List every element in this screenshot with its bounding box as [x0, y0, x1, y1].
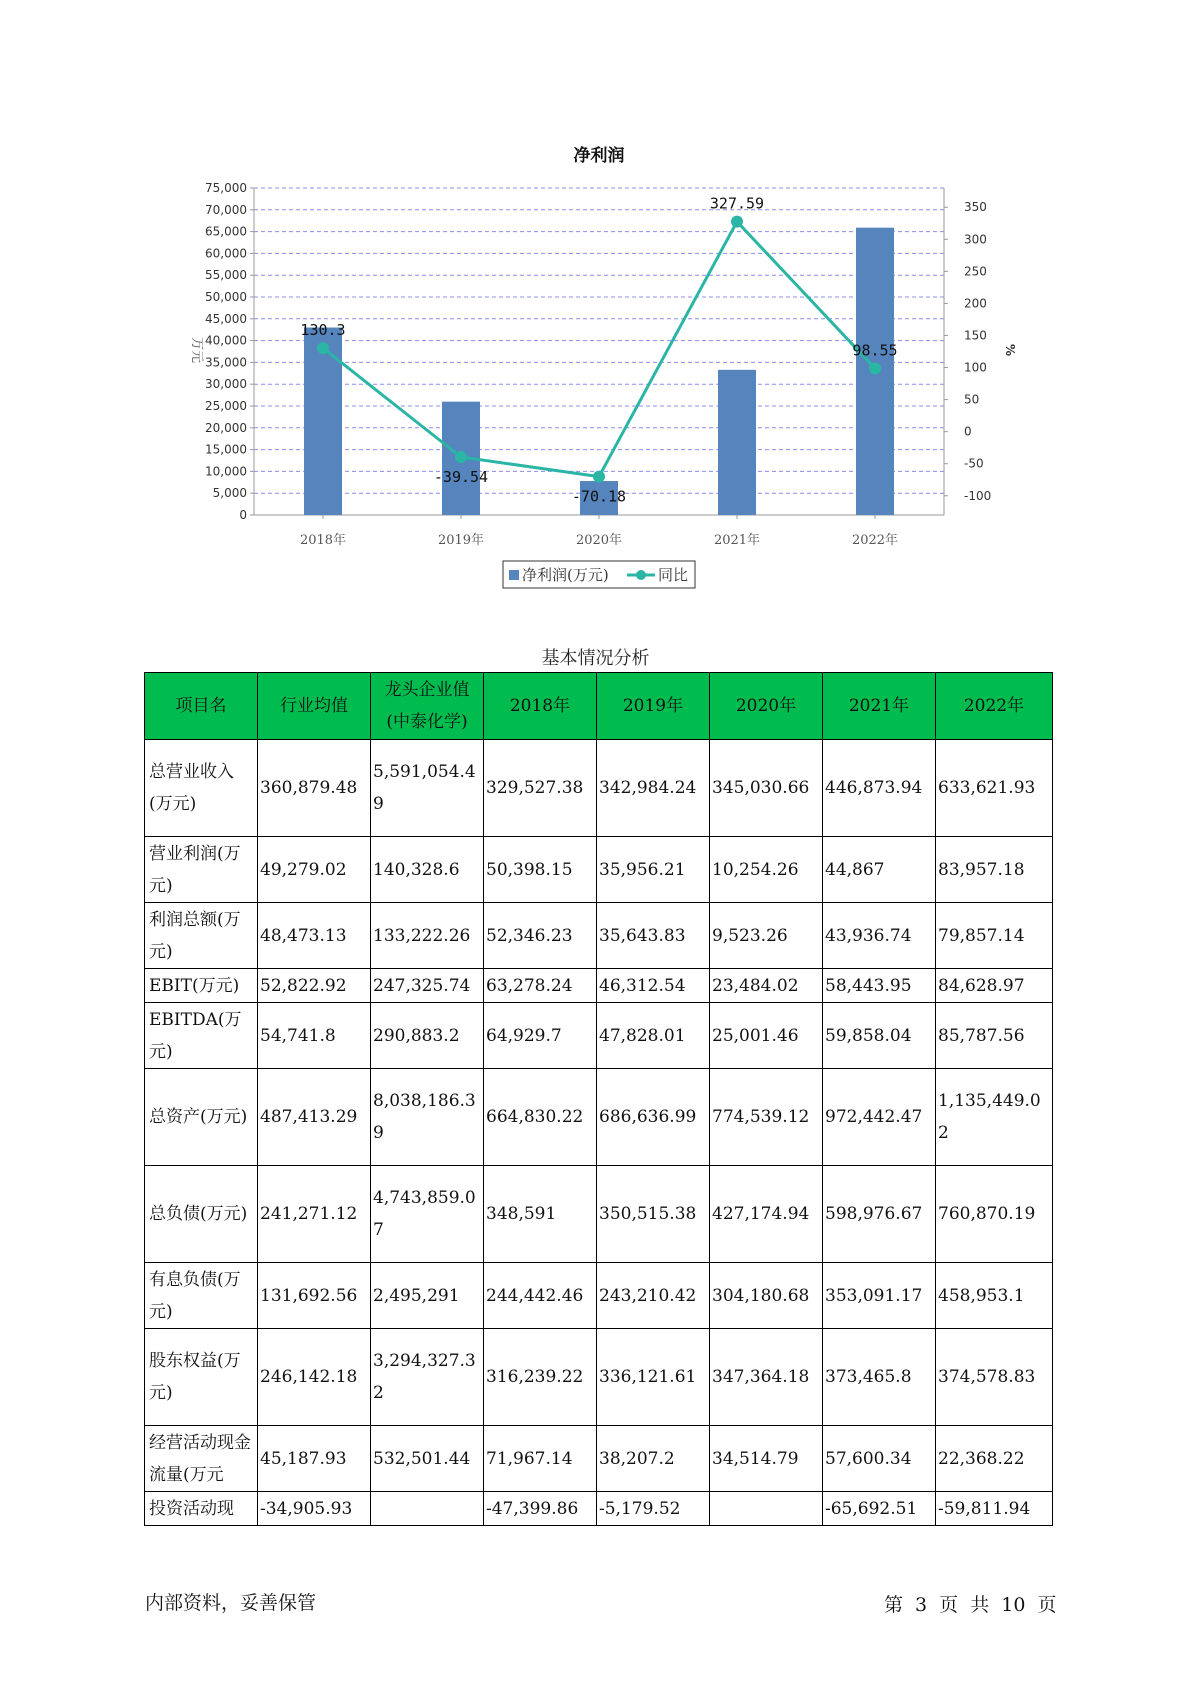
y-tick-label: 35,000: [205, 355, 247, 370]
value-cell: 290,883.2: [371, 1003, 484, 1069]
value-cell: 57,600.34: [823, 1426, 936, 1492]
row-label-cell: 有息负债(万元): [145, 1263, 258, 1329]
x-tick-label: 2020年: [575, 533, 623, 548]
yoy-point: [731, 216, 743, 228]
table-row: [145, 1426, 1053, 1492]
value-cell: 348,591: [484, 1166, 597, 1263]
row-label-cell: 总资产(万元): [145, 1069, 258, 1166]
value-cell: 774,539.12: [710, 1069, 823, 1166]
yoy-point: [869, 362, 881, 374]
yoy-line: [323, 222, 875, 477]
value-cell: 246,142.18: [258, 1329, 371, 1426]
y-tick-label: 50,000: [205, 290, 247, 304]
value-cell: 342,984.24: [597, 740, 710, 837]
value-cell: 79,857.14: [936, 903, 1053, 969]
y-tick-label: 0: [239, 508, 247, 522]
table-row: [145, 1492, 1053, 1526]
value-cell: 316,239.22: [484, 1329, 597, 1426]
y-tick-label: 25,000: [205, 399, 247, 413]
value-cell: -47,399.86: [484, 1492, 597, 1526]
y-tick-label: 70,000: [205, 202, 247, 217]
y2-tick-label: 150: [964, 328, 987, 343]
row-label-cell: 股东权益(万元): [145, 1329, 258, 1426]
value-cell: [371, 1492, 484, 1526]
table-row: [145, 969, 1053, 1003]
header-2018: 2018年: [484, 673, 597, 740]
value-cell: 52,346.23: [484, 903, 597, 969]
table-row: [145, 903, 1053, 969]
value-cell: 664,830.22: [484, 1069, 597, 1166]
x-tick-label: 2018年: [299, 533, 347, 548]
y-tick-label: 20,000: [205, 420, 247, 435]
header-2020: 2020年: [710, 673, 823, 740]
value-cell: 52,822.92: [258, 969, 371, 1003]
value-cell: 35,956.21: [597, 837, 710, 903]
yoy-point: [593, 471, 605, 483]
y2-axis-title: %: [1003, 343, 1017, 357]
yoy-data-label: 98.55: [852, 341, 898, 360]
y2-tick-label: -100: [964, 488, 992, 503]
value-cell: 353,091.17: [823, 1263, 936, 1329]
value-cell: 133,222.26: [371, 903, 484, 969]
y-tick-label: 65,000: [205, 224, 247, 239]
value-cell: 35,643.83: [597, 903, 710, 969]
yoy-data-label: 130.3: [300, 321, 346, 340]
value-cell: 44,867: [823, 837, 936, 903]
chart-canvas: [0, 0, 1191, 600]
value-cell: 1,135,449.02: [936, 1069, 1053, 1166]
row-label-cell: EBIT(万元): [145, 969, 258, 1003]
header-2021: 2021年: [823, 673, 936, 740]
value-cell: 59,858.04: [823, 1003, 936, 1069]
table-header-row: [145, 673, 1053, 740]
value-cell: [710, 1492, 823, 1526]
value-cell: -65,692.51: [823, 1492, 936, 1526]
value-cell: 427,174.94: [710, 1166, 823, 1263]
value-cell: 487,413.29: [258, 1069, 371, 1166]
value-cell: 43,936.74: [823, 903, 936, 969]
value-cell: 336,121.61: [597, 1329, 710, 1426]
row-label-cell: 总负债(万元): [145, 1166, 258, 1263]
y2-tick-label: 100: [964, 360, 987, 375]
value-cell: 458,953.1: [936, 1263, 1053, 1329]
table-row: [145, 837, 1053, 903]
value-cell: 247,325.74: [371, 969, 484, 1003]
value-cell: 5,591,054.49: [371, 740, 484, 837]
value-cell: 85,787.56: [936, 1003, 1053, 1069]
value-cell: 532,501.44: [371, 1426, 484, 1492]
value-cell: 360,879.48: [258, 740, 371, 837]
value-cell: 45,187.93: [258, 1426, 371, 1492]
value-cell: 2,495,291: [371, 1263, 484, 1329]
y2-tick-label: 0: [964, 424, 972, 439]
x-tick-label: 2019年: [437, 533, 485, 548]
value-cell: 49,279.02: [258, 837, 371, 903]
row-label-cell: EBITDA(万元): [145, 1003, 258, 1069]
value-cell: 633,621.93: [936, 740, 1053, 837]
value-cell: 84,628.97: [936, 969, 1053, 1003]
value-cell: 760,870.19: [936, 1166, 1053, 1263]
legend-bar-swatch: [509, 570, 519, 580]
value-cell: 71,967.14: [484, 1426, 597, 1492]
bar-2018年: [304, 328, 342, 515]
value-cell: -5,179.52: [597, 1492, 710, 1526]
y-tick-label: 10,000: [205, 464, 247, 479]
x-tick-label: 2022年: [851, 533, 899, 548]
y2-tick-label: 200: [964, 296, 987, 311]
row-label-cell: 总营业收入(万元): [145, 740, 258, 837]
value-cell: -34,905.93: [258, 1492, 371, 1526]
value-cell: 25,001.46: [710, 1003, 823, 1069]
value-cell: 63,278.24: [484, 969, 597, 1003]
value-cell: 140,328.6: [371, 837, 484, 903]
value-cell: 347,364.18: [710, 1329, 823, 1426]
value-cell: -59,811.94: [936, 1492, 1053, 1526]
value-cell: 83,957.18: [936, 837, 1053, 903]
table-row: [145, 1263, 1053, 1329]
y2-tick-label: 350: [964, 200, 987, 215]
net-profit-chart: [0, 0, 1191, 600]
header-2019: 2019年: [597, 673, 710, 740]
basic-analysis-table: [144, 672, 1053, 1526]
value-cell: 54,741.8: [258, 1003, 371, 1069]
y-axis-title: 万元: [189, 336, 204, 364]
value-cell: 10,254.26: [710, 837, 823, 903]
row-label-cell: 经营活动现金流量(万元: [145, 1426, 258, 1492]
value-cell: 8,038,186.39: [371, 1069, 484, 1166]
value-cell: 50,398.15: [484, 837, 597, 903]
y-tick-label: 75,000: [205, 181, 247, 195]
row-label-cell: 投资活动现: [145, 1492, 258, 1526]
y2-tick-label: 50: [964, 392, 980, 407]
yoy-point: [455, 451, 467, 463]
legend-line-marker: [636, 570, 646, 580]
yoy-data-label: -39.54: [433, 467, 489, 486]
value-cell: 345,030.66: [710, 740, 823, 837]
value-cell: 686,636.99: [597, 1069, 710, 1166]
table-row: [145, 1329, 1053, 1426]
value-cell: 373,465.8: [823, 1329, 936, 1426]
table-row: [145, 1003, 1053, 1069]
yoy-point: [317, 342, 329, 354]
table-row: [145, 1166, 1053, 1263]
yoy-data-label: 327.59: [709, 194, 765, 213]
value-cell: 972,442.47: [823, 1069, 936, 1166]
x-tick-label: 2021年: [713, 533, 761, 548]
value-cell: 34,514.79: [710, 1426, 823, 1492]
value-cell: 47,828.01: [597, 1003, 710, 1069]
y-tick-label: 40,000: [205, 333, 247, 348]
value-cell: 374,578.83: [936, 1329, 1053, 1426]
table-row: [145, 1069, 1053, 1166]
value-cell: 243,210.42: [597, 1263, 710, 1329]
value-cell: 350,515.38: [597, 1166, 710, 1263]
row-label-cell: 利润总额(万元): [145, 903, 258, 969]
value-cell: 446,873.94: [823, 740, 936, 837]
yoy-data-label: -70.18: [571, 487, 627, 506]
y2-tick-label: 250: [964, 264, 987, 279]
header-2022: 2022年: [936, 673, 1053, 740]
header-item-name: 项目名: [145, 673, 258, 740]
footer-page-number: 第 3 页 共 10 页: [884, 1594, 1057, 1616]
table-caption: 基本情况分析: [541, 648, 650, 669]
table-row: [145, 740, 1053, 837]
y-tick-label: 15,000: [205, 442, 247, 457]
value-cell: 241,271.12: [258, 1166, 371, 1263]
value-cell: 598,976.67: [823, 1166, 936, 1263]
value-cell: 58,443.95: [823, 969, 936, 1003]
value-cell: 46,312.54: [597, 969, 710, 1003]
value-cell: 4,743,859.07: [371, 1166, 484, 1263]
y-tick-label: 5,000: [212, 486, 247, 501]
legend-bar-label: 净利润(万元): [522, 566, 609, 584]
y2-tick-label: -50: [964, 456, 984, 471]
value-cell: 329,527.38: [484, 740, 597, 837]
value-cell: 38,207.2: [597, 1426, 710, 1492]
footer-confidential-note: 内部资料，妥善保管: [145, 1592, 317, 1614]
y-tick-label: 60,000: [205, 246, 247, 261]
value-cell: 244,442.46: [484, 1263, 597, 1329]
bar-2021年: [718, 370, 756, 515]
value-cell: 22,368.22: [936, 1426, 1053, 1492]
value-cell: 9,523.26: [710, 903, 823, 969]
y-tick-label: 30,000: [205, 377, 247, 392]
y2-tick-label: 300: [964, 232, 987, 247]
value-cell: 304,180.68: [710, 1263, 823, 1329]
y-tick-label: 45,000: [205, 311, 247, 326]
value-cell: 48,473.13: [258, 903, 371, 969]
value-cell: 3,294,327.32: [371, 1329, 484, 1426]
value-cell: 64,929.7: [484, 1003, 597, 1069]
row-label-cell: 营业利润(万元): [145, 837, 258, 903]
chart-title: 净利润: [573, 146, 625, 166]
value-cell: 131,692.56: [258, 1263, 371, 1329]
header-industry-avg: 行业均值: [258, 673, 371, 740]
header-leader-value: 龙头企业值(中泰化学): [371, 673, 484, 740]
y-tick-label: 55,000: [205, 268, 247, 283]
legend-line-label: 同比: [658, 566, 689, 584]
value-cell: 23,484.02: [710, 969, 823, 1003]
